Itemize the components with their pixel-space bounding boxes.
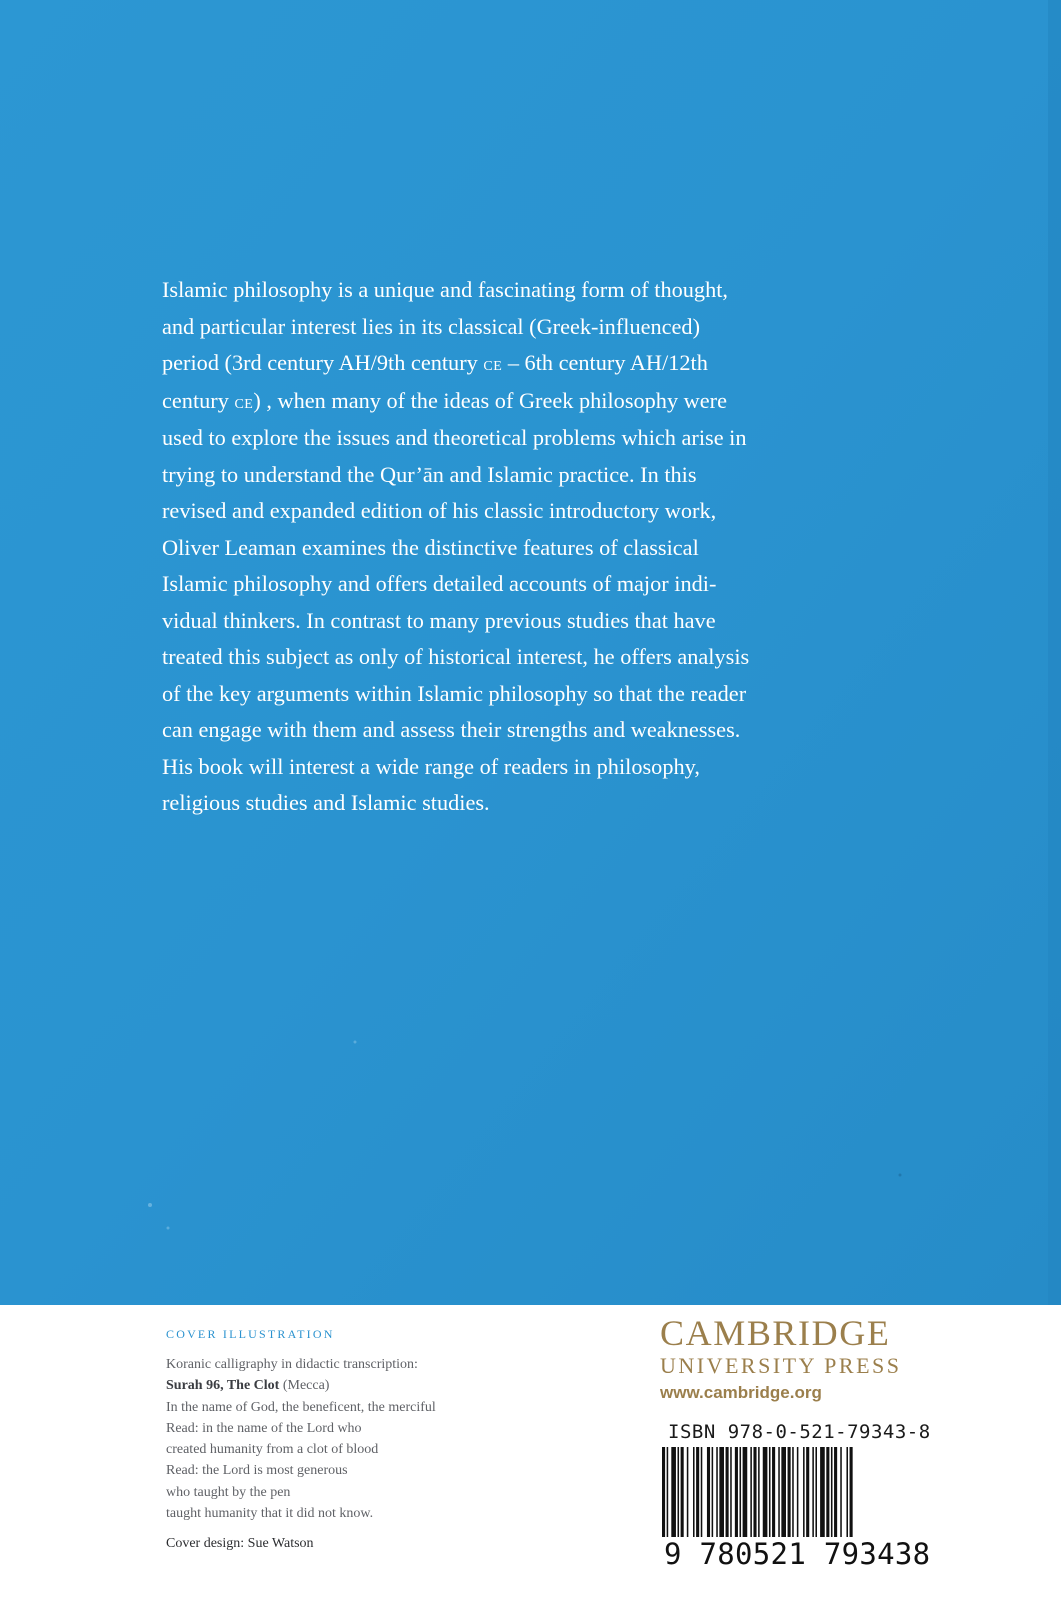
blurb-line: can engage with them and assess their strengths and weaknesses. xyxy=(162,717,741,742)
bottom-strip xyxy=(0,1305,1061,1600)
cover-design-credit: Cover design: Sue Watson xyxy=(166,1536,314,1551)
barcode-bar xyxy=(740,1447,742,1539)
barcode-bar xyxy=(671,1447,676,1539)
credit-line: In the name of God, the beneficent, the merciful xyxy=(166,1399,436,1415)
barcode-bar xyxy=(716,1447,718,1539)
publisher-subtitle: UNIVERSITY PRESS xyxy=(660,1353,902,1378)
barcode-bar xyxy=(712,1447,714,1539)
barcode-bar xyxy=(753,1447,756,1539)
barcode-bar xyxy=(788,1447,791,1539)
barcode-bar xyxy=(696,1447,699,1539)
barcode-bar xyxy=(781,1447,786,1539)
barcode-bar xyxy=(778,1447,780,1539)
barcode-bar xyxy=(812,1447,814,1539)
credit-line: Read: in the name of the Lord who xyxy=(166,1420,362,1436)
blurb-line: century ce) , when many of the ideas of Greek philosophy were xyxy=(162,387,727,413)
credit-line: created humanity from a clot of blood xyxy=(166,1442,379,1458)
barcode-bar xyxy=(701,1447,703,1539)
era-abbreviation: ce xyxy=(234,390,254,413)
barcode-bar xyxy=(806,1447,809,1539)
barcode-bar xyxy=(750,1447,752,1539)
barcode-bar xyxy=(735,1447,738,1539)
publisher-name: CAMBRIDGE xyxy=(660,1313,891,1353)
credit-line: Koranic calligraphy in didactic transcription: xyxy=(166,1357,418,1372)
barcode-bar xyxy=(772,1447,775,1539)
credit-line: Read: the Lord is most generous xyxy=(166,1463,348,1479)
blurb-line: Islamic philosophy is a unique and fascinating form of thought, xyxy=(162,277,728,302)
barcode-bar xyxy=(719,1447,724,1539)
barcode-bar xyxy=(834,1447,837,1539)
credit-line: who taught by the pen xyxy=(166,1484,291,1500)
blurb-line: trying to understand the Qur’ān and Islamic practice. In this xyxy=(162,461,697,487)
barcode-bar xyxy=(763,1447,768,1539)
back-cover-blurb xyxy=(162,272,842,822)
barcode-bar xyxy=(831,1447,833,1539)
blurb-line: Islamic philosophy and offers detailed accounts of major indi- xyxy=(162,571,717,596)
era-abbreviation: ce xyxy=(483,353,503,375)
credit-heading: COVER ILLUSTRATION xyxy=(166,1327,335,1341)
blurb-line: His book will interest a wide range of readers in philosophy, xyxy=(162,753,700,779)
credit-line: taught humanity that it did not know. xyxy=(166,1506,374,1522)
blurb-line: Oliver Leaman examines the distinctive features of classical xyxy=(162,534,699,560)
barcode-bar xyxy=(826,1447,829,1539)
barcode-bar xyxy=(815,1447,817,1539)
cover-illustration-credit xyxy=(166,1327,586,1524)
blurb-line: used to explore the issues and theoretical problems which arise in xyxy=(162,425,747,450)
barcode-bar xyxy=(681,1447,684,1539)
blurb-line: period (3rd century AH/9th century ce – 6th century AH/12th xyxy=(162,350,708,375)
publisher-logo xyxy=(660,1313,935,1403)
isbn-label: ISBN 978-0-521-79343-8 xyxy=(668,1421,931,1443)
blurb-line: of the key arguments within Islamic philosophy so that the reader xyxy=(162,680,747,706)
barcode-bar xyxy=(707,1447,710,1539)
barcode-bar xyxy=(687,1447,689,1539)
barcode-bar xyxy=(769,1447,771,1539)
blurb-line: religious studies and Islamic studies. xyxy=(162,790,490,815)
surah-title: Surah 96, The Clot xyxy=(166,1378,280,1394)
barcode-bar xyxy=(730,1447,732,1539)
barcode-bar xyxy=(693,1447,695,1539)
barcode-bar xyxy=(726,1447,729,1539)
barcode-bar xyxy=(846,1447,848,1539)
barcode-bar xyxy=(840,1447,842,1539)
barcode-bar xyxy=(820,1447,825,1539)
credit-line: Surah 96, The Clot (Mecca) xyxy=(166,1378,330,1394)
barcode-bar xyxy=(743,1447,748,1539)
barcode-bar xyxy=(678,1447,680,1539)
barcode-digits: 9 780521 793438 xyxy=(664,1537,931,1571)
blurb-line: vidual thinkers. In contrast to many previous studies that have xyxy=(162,607,716,633)
blurb-line: and particular interest lies in its classical (Greek-influenced) xyxy=(162,313,700,339)
barcode-bar xyxy=(797,1447,799,1539)
blurb-line: revised and expanded edition of his classic introductory work, xyxy=(162,498,717,523)
publisher-url: www.cambridge.org xyxy=(660,1383,822,1402)
barcode-bar xyxy=(803,1447,805,1539)
barcode-bar xyxy=(792,1447,794,1539)
blurb-line: treated this subject as only of historical interest, he offers analysis xyxy=(162,644,750,669)
